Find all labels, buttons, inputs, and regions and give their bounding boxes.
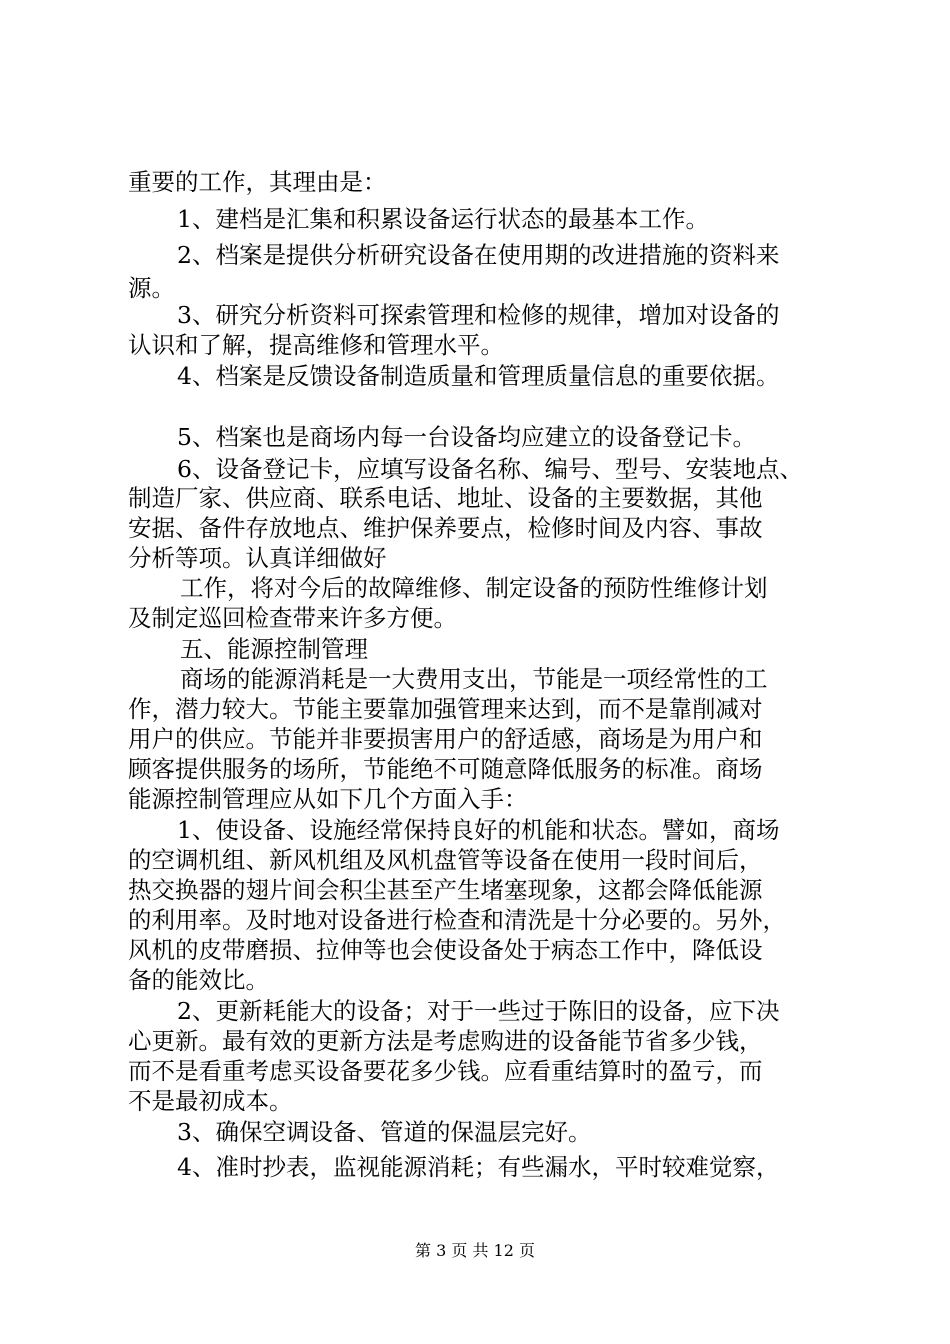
list-item-1: 1、使设备、设施经常保持良好的机能和状态。譬如，商场 <box>177 816 780 844</box>
list-item-1-wrap: 风机的皮带磨损、拉伸等也会使设备处于病态工作中，降低设 <box>128 936 763 964</box>
list-item-1: 1、建档是汇集和积累设备运行状态的最基本工作。 <box>177 205 709 233</box>
list-item-1-wrap: 热交换器的翅片间会积尘甚至产生堵塞现象，这都会降低能源 <box>128 876 763 904</box>
list-item-6-wrap: 制造厂家、供应商、联系电话、地址、设备的主要数据，其他 <box>128 484 763 512</box>
list-item-2-wrap: 心更新。最有效的更新方法是考虑购进的设备能节省多少钱， <box>128 1027 763 1055</box>
paragraph-line: 用户的供应。节能并非要损害用户的舒适感，商场是为用户和 <box>128 725 763 753</box>
section-heading: 五、能源控制管理 <box>180 635 368 663</box>
body-line-continuation: 重要的工作，其理由是： <box>128 168 387 196</box>
list-item-6-wrap: 安据、备件存放地点、维护保养要点，检修时间及内容、事故 <box>128 514 763 542</box>
paragraph-line: 作，潜力较大。节能主要靠加强管理来达到，而不是靠削减对 <box>128 695 763 723</box>
list-item-2: 2、更新耗能大的设备；对于一些过于陈旧的设备，应下决 <box>177 997 780 1025</box>
list-item-5: 5、档案也是商场内每一台设备均应建立的设备登记卡。 <box>177 423 756 451</box>
list-item-1-wrap: 的空调机组、新风机组及风机盘管等设备在使用一段时间后， <box>128 846 763 874</box>
list-item-3: 3、研究分析资料可探索管理和检修的规律，增加对设备的 <box>177 301 780 329</box>
list-item-4: 4、准时抄表，监视能源消耗；有些漏水，平时较难觉察， <box>177 1153 780 1181</box>
list-item-3: 3、确保空调设备、管道的保温层完好。 <box>177 1118 592 1146</box>
page-footer: 第 3 页 共 12 页 <box>415 1241 535 1260</box>
paragraph-line: 能源控制管理应从如下几个方面入手： <box>128 785 528 813</box>
paragraph-line: 工作，将对今后的故障维修、制定设备的预防性维修计划 <box>180 574 768 602</box>
list-item-2: 2、档案是提供分析研究设备在使用期的改进措施的资料来 <box>177 241 780 269</box>
list-item-6-wrap: 分析等项。认真详细做好 <box>128 544 387 572</box>
list-item-2-wrap: 源。 <box>128 274 175 302</box>
paragraph-line: 及制定巡回检查带来许多方便。 <box>128 604 457 632</box>
paragraph-line: 商场的能源消耗是一大费用支出，节能是一项经常性的工 <box>180 665 768 693</box>
list-item-6: 6、设备登记卡，应填写设备名称、编号、型号、安装地点、 <box>177 455 803 483</box>
list-item-2-wrap: 而不是看重考虑买设备要花多少钱。应看重结算时的盈亏，而 <box>128 1057 763 1085</box>
list-item-1-wrap: 备的能效比。 <box>128 966 269 994</box>
paragraph-line: 顾客提供服务的场所，节能绝不可随意降低服务的标准。商场 <box>128 755 763 783</box>
list-item-3-wrap: 认识和了解，提高维修和管理水平。 <box>128 331 504 359</box>
list-item-2-wrap: 不是最初成本。 <box>128 1087 293 1115</box>
list-item-4: 4、档案是反馈设备制造质量和管理质量信息的重要依据。 <box>177 362 780 390</box>
list-item-1-wrap: 的利用率。及时地对设备进行检查和清洗是十分必要的。另外， <box>128 906 786 934</box>
